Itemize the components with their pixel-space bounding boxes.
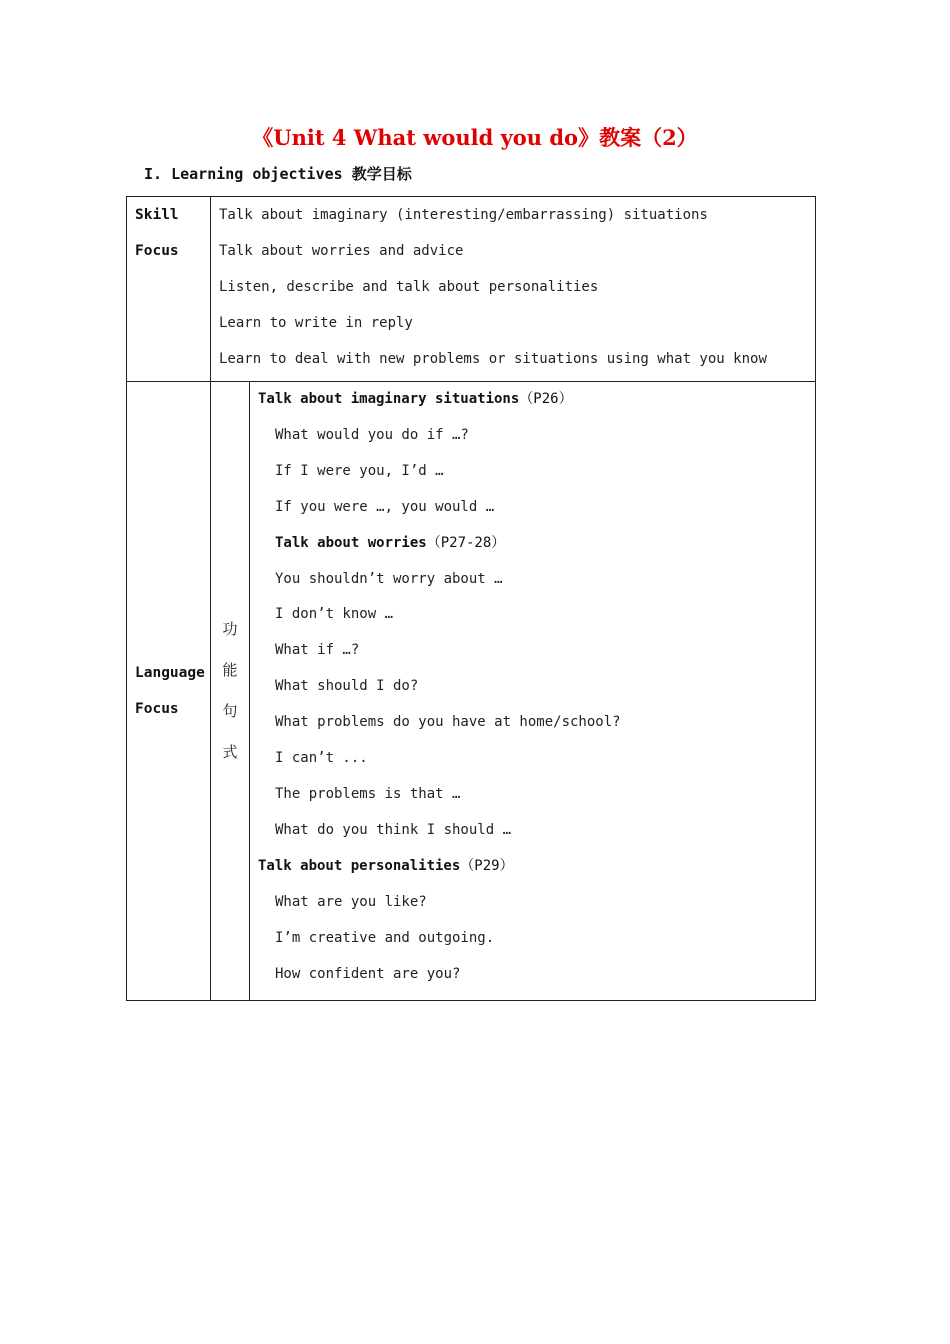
language-focus-sentence — [258, 957, 815, 993]
language-focus-text: What if …? — [275, 642, 360, 659]
language-focus-text: Talk about worries — [275, 534, 427, 551]
language-focus-text: What are you like? — [275, 893, 427, 910]
language-focus-sentence — [258, 705, 815, 741]
skill-focus-label-line: Focus — [135, 243, 179, 259]
language-focus-heading — [258, 526, 815, 562]
language-focus-sentence — [258, 813, 815, 849]
language-focus-text: You shouldn’t worry about … — [275, 570, 503, 587]
function-sentences-label-char: 功 — [222, 620, 238, 639]
language-focus-sentence — [258, 669, 815, 705]
language-focus-text: I can’t ... — [275, 750, 368, 767]
skill-focus-content-cell — [211, 197, 816, 382]
language-focus-sentence — [258, 562, 815, 598]
language-focus-sentence — [258, 777, 815, 813]
language-focus-label-cell — [127, 382, 211, 1001]
language-focus-sentence — [258, 921, 815, 957]
language-focus-row — [127, 382, 816, 1001]
document-title: 《Unit 4 What would you do》教案（2） — [252, 125, 698, 150]
language-focus-label — [127, 655, 210, 727]
page-reference: （P29） — [460, 857, 514, 874]
skill-focus-label-cell — [127, 197, 211, 382]
skill-focus-label — [127, 197, 210, 269]
language-focus-text: The problems is that … — [275, 785, 461, 802]
page-reference: （P27-28） — [426, 534, 506, 551]
skill-focus-item: Learn to write in reply — [219, 315, 413, 331]
language-focus-sentence — [258, 741, 815, 777]
function-sentences-label — [211, 609, 249, 773]
language-focus-text: What would you do if …? — [275, 426, 469, 443]
language-focus-label-line: Focus — [135, 701, 179, 718]
language-focus-text: Talk about imaginary situations — [258, 391, 520, 407]
skill-focus-list — [211, 197, 815, 381]
language-focus-heading — [258, 849, 815, 885]
language-focus-text: If I were you, I’d … — [275, 462, 444, 479]
page-reference: （P26） — [519, 391, 573, 407]
language-focus-text: Talk about personalities — [258, 857, 461, 874]
language-focus-text: How confident are you? — [275, 965, 461, 982]
language-focus-list — [250, 382, 815, 1000]
function-sentences-label-cell — [211, 382, 250, 1001]
language-focus-text: I don’t know … — [275, 606, 394, 623]
language-focus-text: What should I do? — [275, 678, 419, 695]
skill-focus-item: Talk about worries and advice — [219, 243, 464, 259]
language-focus-heading — [258, 382, 815, 418]
language-focus-sentence — [258, 885, 815, 921]
language-focus-text: I’m creative and outgoing. — [275, 929, 495, 946]
section-heading: I. Learning objectives 教学目标 — [144, 165, 412, 183]
function-sentences-label-char: 能 — [222, 661, 238, 680]
objectives-table — [126, 196, 816, 1001]
language-focus-text: What do you think I should … — [275, 821, 512, 838]
language-focus-sentence — [258, 490, 815, 526]
function-sentences-label-char: 句 — [222, 702, 238, 721]
skill-focus-row — [127, 197, 816, 382]
language-focus-text: What problems do you have at home/school? — [275, 714, 621, 731]
skill-focus-label-line: Skill — [135, 207, 179, 223]
language-focus-label-line: Language — [135, 665, 205, 682]
language-focus-sentence — [258, 454, 815, 490]
language-focus-sentence — [258, 597, 815, 633]
skill-focus-item: Learn to deal with new problems or situations using what you know — [219, 351, 767, 367]
language-focus-sentence — [258, 418, 815, 454]
skill-focus-item: Listen, describe and talk about personalities — [219, 279, 599, 295]
language-focus-text: If you were …, you would … — [275, 498, 495, 515]
language-focus-content-cell — [250, 382, 816, 1001]
language-focus-sentence — [258, 633, 815, 669]
skill-focus-item: Talk about imaginary (interesting/embarrassing) situations — [219, 207, 708, 223]
function-sentences-label-char: 式 — [222, 743, 238, 762]
